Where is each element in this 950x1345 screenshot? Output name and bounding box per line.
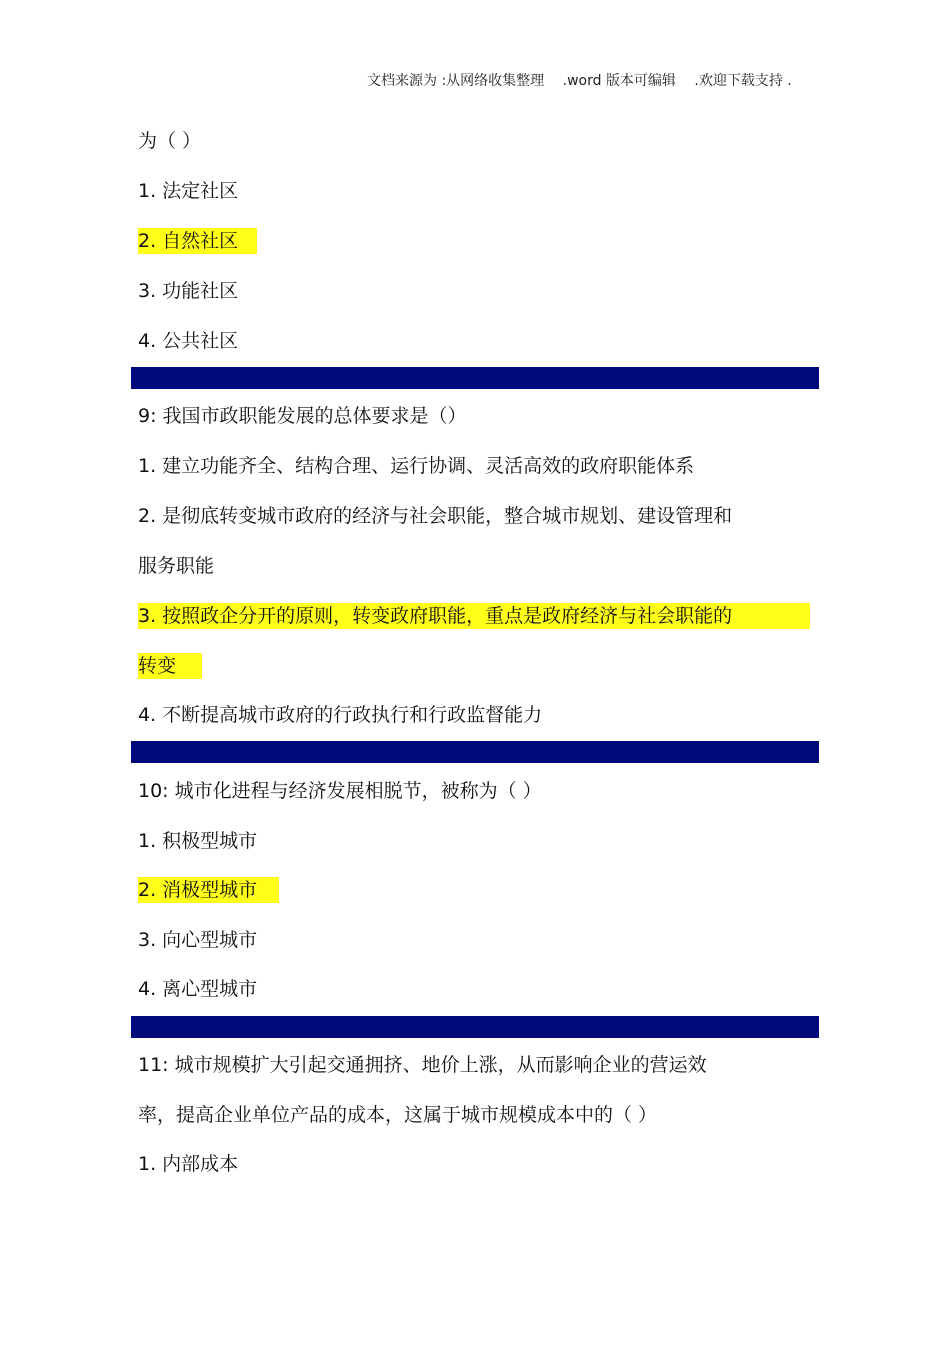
q9-option-3-correct-line1 [138, 603, 810, 629]
header-download-text: .欢迎下载支持 . [694, 73, 792, 89]
q9-option-4: 4. 不断提高城市政府的行政执行和行政监督能力 [138, 704, 543, 726]
q11-stem-line1: 11: 城市规模扩大引起交通拥挤、地价上涨，从而影响企业的营运效 [138, 1054, 707, 1076]
q9-stem: 9: 我国市政职能发展的总体要求是（） [138, 405, 467, 427]
q10-option-2-correct [138, 877, 279, 903]
q8-option-1: 1. 法定社区 [138, 180, 239, 202]
q10-option-3: 3. 向心型城市 [138, 929, 258, 951]
question-separator [131, 367, 819, 389]
q8-option-3: 3. 功能社区 [138, 280, 239, 302]
q10-option-4: 4. 离心型城市 [138, 978, 258, 1000]
q8-stem-tail: 为（ ） [138, 130, 202, 152]
q10-option-1: 1. 积极型城市 [138, 830, 258, 852]
q10-stem: 10: 城市化进程与经济发展相脱节，被称为（ ） [138, 780, 542, 802]
q11-option-1: 1. 内部成本 [138, 1153, 239, 1175]
answer-highlight: 2. 消极型城市 [138, 877, 279, 903]
answer-highlight: 3. 按照政企分开的原则，转变政府职能，重点是政府经济与社会职能的 [138, 603, 810, 629]
question-separator [131, 741, 819, 763]
q8-option-4: 4. 公共社区 [138, 330, 239, 352]
header-source-text: 文档来源为 :从网络收集整理 [367, 73, 545, 89]
answer-highlight: 2. 自然社区 [138, 228, 257, 254]
question-separator [131, 1016, 819, 1038]
q11-stem-line2: 率，提高企业单位产品的成本，这属于城市规模成本中的（ ） [138, 1104, 658, 1126]
page-header [0, 70, 950, 90]
q8-option-2-correct [138, 228, 257, 254]
q9-option-1: 1. 建立功能齐全、结构合理、运行协调、灵活高效的政府职能体系 [138, 455, 695, 477]
answer-highlight: 转变 [138, 653, 202, 679]
q9-option-2-line2: 服务职能 [138, 555, 215, 577]
header-editable-text: .word 版本可编辑 [562, 73, 676, 89]
q9-option-2-line1: 2. 是彻底转变城市政府的经济与社会职能，整合城市规划、建设管理和 [138, 505, 733, 527]
q9-option-3-correct-line2 [138, 653, 202, 679]
